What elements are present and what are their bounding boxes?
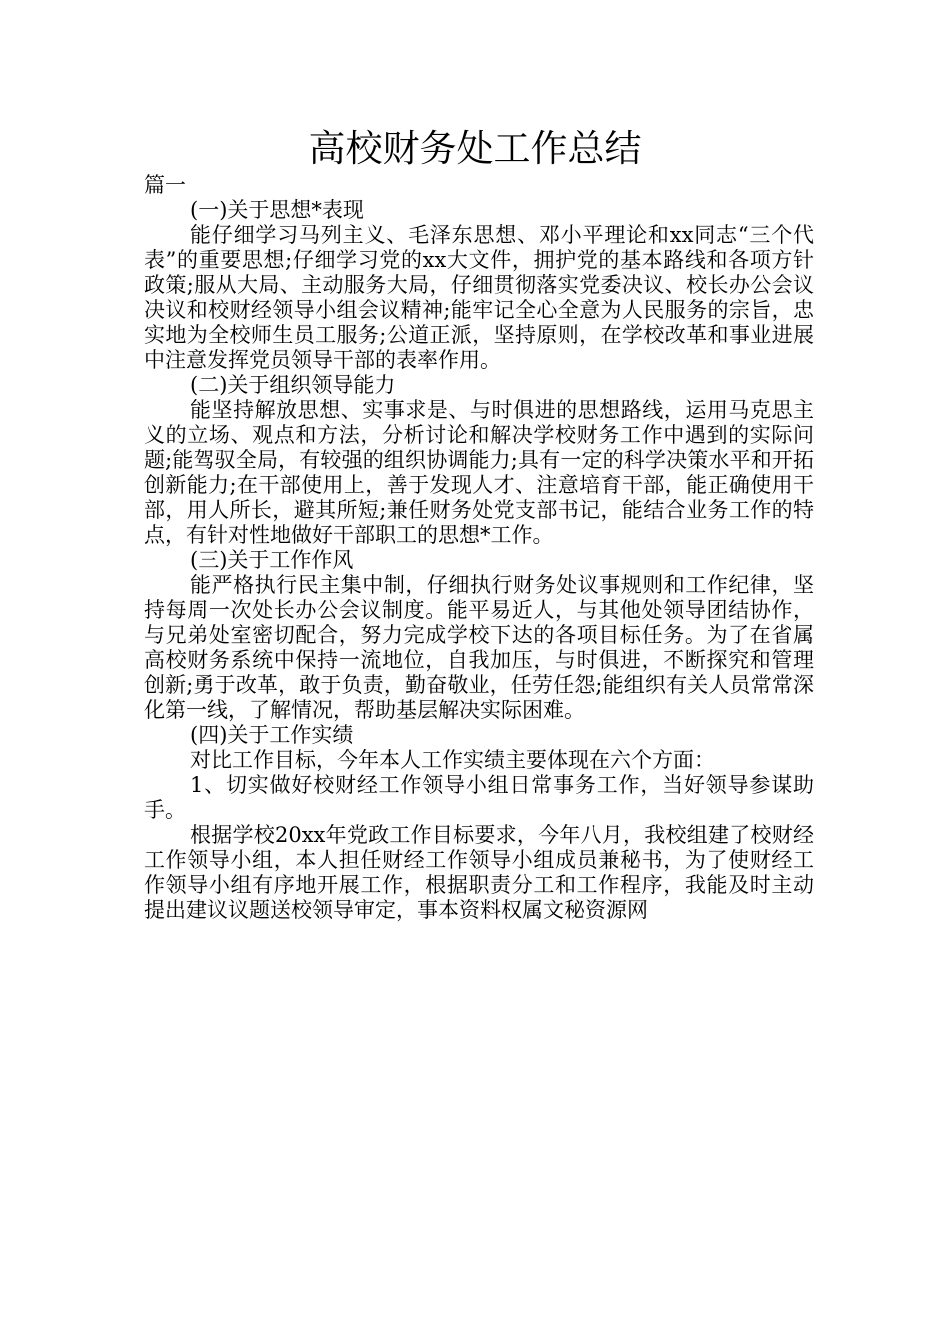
section-heading-4: (四)关于工作实绩 xyxy=(190,723,354,747)
document-body xyxy=(144,173,814,923)
section-label: 篇一 xyxy=(144,173,186,197)
paragraph-4: 对比工作目标，今年本人工作实绩主要体现在六个方面： xyxy=(190,748,715,772)
document-title: 高校财务处工作总结 xyxy=(308,127,642,170)
paragraph-3: 能严格执行民主集中制，仔细执行财务处议事规则和工作纪律，坚持每周一次处长办公会议制度。能平易近人，与其他处领导团结协作，与兄弟处室密切配合，努力完成学校下达的各项目标任务。为了在省属高校财务系统中保持一流地位，自我加压，与时俱进，不断探究和管理创新;勇于改革，敢于负责，勤奋敬业，任劳任怨;能组织有关人员常常深化第一线，了解情况，帮助基层解决实际困难。 xyxy=(144,573,814,722)
section-heading-1: (一)关于思想*表现 xyxy=(190,198,364,222)
paragraph-1: 能仔细学习马列主义、毛泽东思想、邓小平理论和xx同志“三个代表”的重要思想;仔细学习党的xx大文件，拥护党的基本路线和各项方针政策;服从大局、主动服务大局，仔细贯彻落实党委决议、校长办公会议决议和校财经领导小组会议精神;能牢记全心全意为人民服务的宗旨，忠实地为全校师生员工服务;公道正派，坚持原则，在学校改革和事业进展中注意发挥党员领导干部的表率作用。 xyxy=(144,223,814,372)
section-heading-2: (二)关于组织领导能力 xyxy=(190,373,396,397)
paragraph-5: 根据学校20xx年党政工作目标要求，今年八月，我校组建了校财经工作领导小组，本人担任财经工作领导小组成员兼秘书，为了使财经工作领导小组有序地开展工作，根据职责分工和工作程序，我能及时主动提出建议议题送校领导审定，事本资料权属文秘资源网 xyxy=(144,823,814,922)
list-item-1: 1、切实做好校财经工作领导小组日常事务工作，当好领导参谋助手。 xyxy=(144,773,814,822)
paragraph-2: 能坚持解放思想、实事求是、与时俱进的思想路线，运用马克思主义的立场、观点和方法，分析讨论和解决学校财务工作中遇到的实际问题;能驾驭全局，有较强的组织协调能力;具有一定的科学决策水平和开拓创新能力;在干部使用上，善于发现人才、注意培育干部，能正确使用干部，用人所长，避其所短;兼任财务处党支部书记，能结合业务工作的特点，有针对性地做好干部职工的思想*工作。 xyxy=(144,398,814,547)
section-heading-3: (三)关于工作作风 xyxy=(190,548,354,572)
